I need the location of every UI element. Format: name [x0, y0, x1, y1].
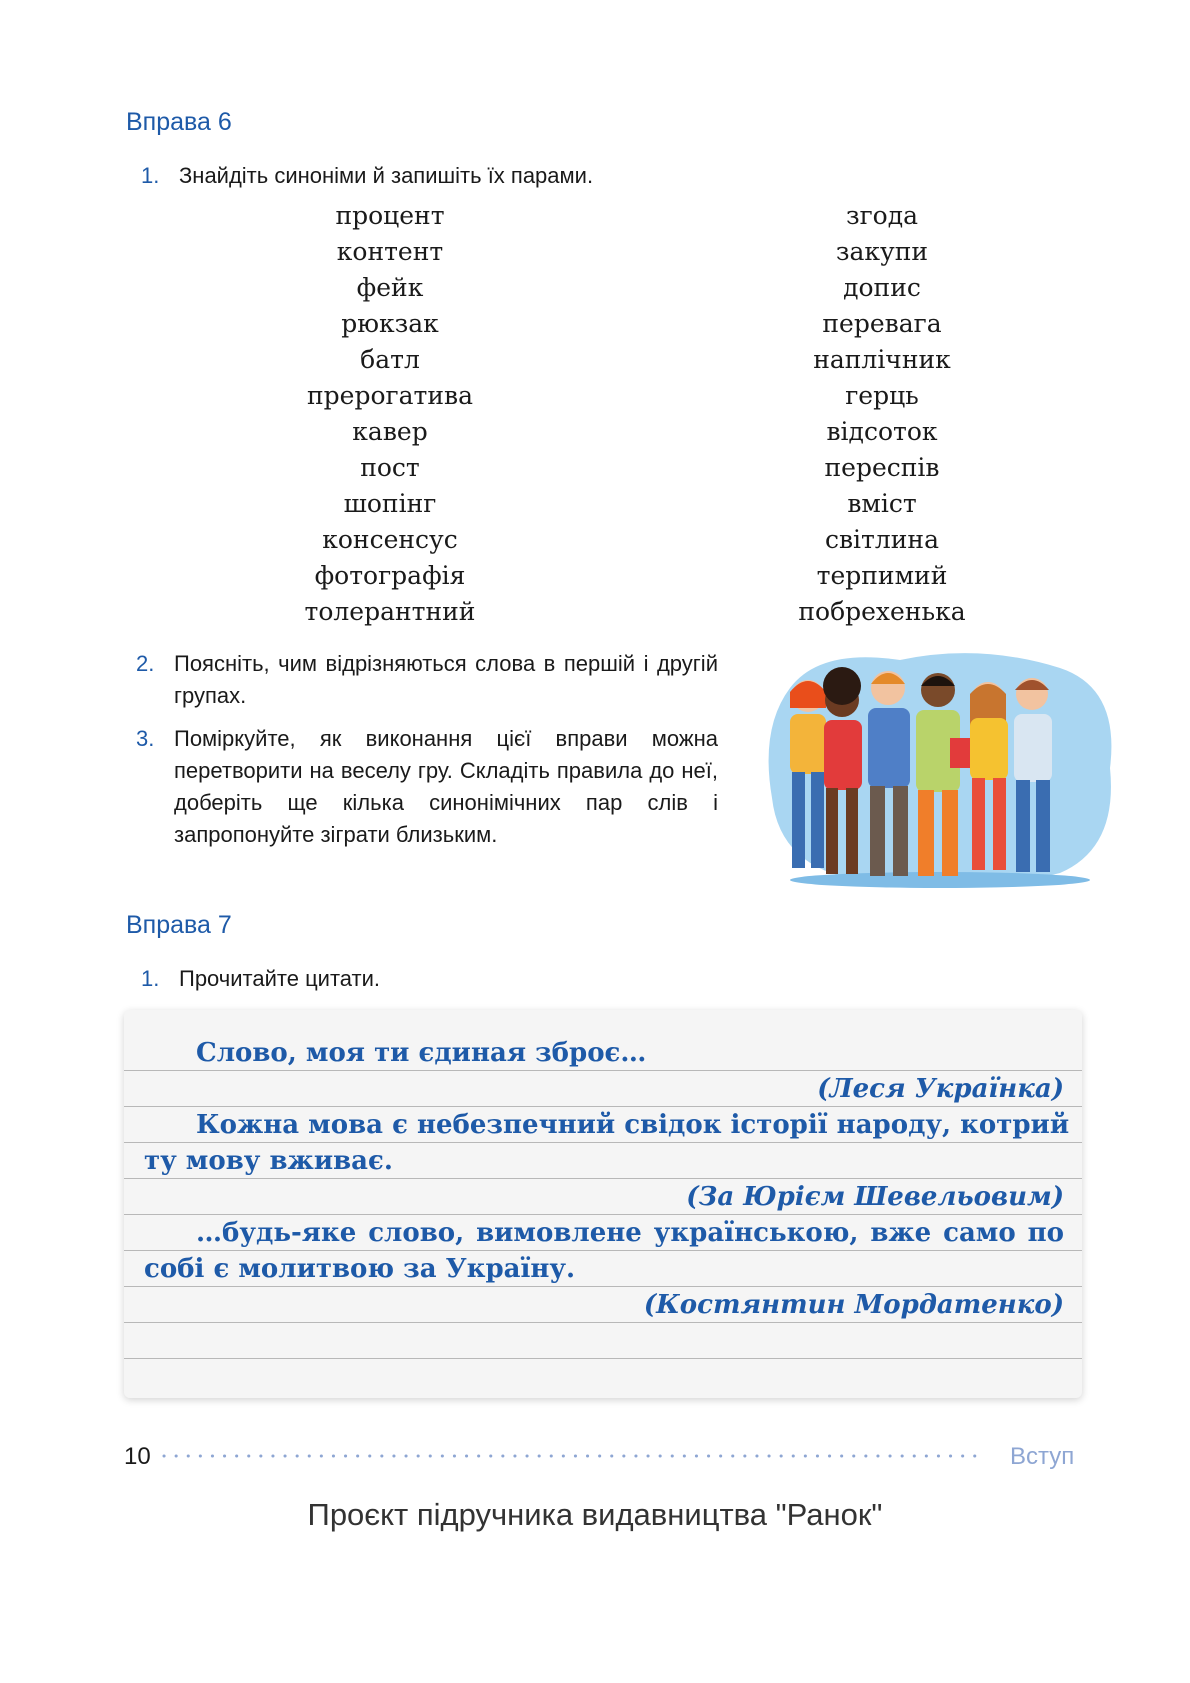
- word: вміст: [847, 489, 917, 518]
- word: згода: [845, 201, 919, 230]
- word: пост: [360, 453, 420, 482]
- word: контент: [336, 237, 444, 266]
- ruled-line: [124, 1358, 1082, 1359]
- quote-text: собі є молитвою за Україну.: [144, 1254, 576, 1284]
- quote-text: …будь-яке слово, вимовлене українською, вже само по: [196, 1218, 1064, 1248]
- word: прерогатива: [307, 381, 473, 410]
- group-of-teenagers-illustration: [760, 648, 1120, 893]
- task-text: Поміркуйте, як виконання цієї вправи можна перетворити на веселу гру. Складіть правила до неї, доберіть ще кілька синонімічних пар слів і запропонуйте зіграти близьким.: [174, 726, 718, 847]
- word: перевага: [822, 309, 942, 338]
- section-name: Вступ: [1010, 1443, 1075, 1470]
- quote-text: Кожна мова є небезпечний свідок історії народу, котрий: [196, 1110, 1070, 1140]
- word: світлина: [824, 525, 939, 554]
- word: допис: [843, 273, 921, 302]
- task-number: 3.: [136, 726, 155, 751]
- exercise-6-task-2: [136, 648, 718, 712]
- left-word-column: [230, 198, 550, 630]
- quote-author: (Костянтин Мордатенко): [643, 1290, 1064, 1320]
- task-number: 1.: [141, 966, 160, 991]
- exercise-6-heading: Вправа 6: [126, 108, 232, 136]
- word: шопінг: [343, 489, 437, 518]
- dotted-leader: [160, 1452, 988, 1460]
- quote-author: (Леся Українка): [817, 1074, 1064, 1104]
- word: побрехенька: [798, 597, 966, 626]
- exercise-6-task-1: [141, 160, 593, 192]
- right-word-column: [722, 198, 1042, 630]
- quote-text: Слово, моя ти єдиная зброє…: [196, 1038, 647, 1068]
- word: кавер: [352, 417, 428, 446]
- quote-author: (За Юрієм Шевельовим): [686, 1182, 1064, 1212]
- task-number: 2.: [136, 651, 155, 676]
- word: консенсус: [322, 525, 458, 554]
- word: герць: [845, 381, 919, 410]
- word: процент: [335, 201, 445, 230]
- page-number: 10: [124, 1443, 151, 1470]
- word: відсоток: [826, 417, 938, 446]
- word: рюкзак: [341, 309, 439, 338]
- word: переспів: [824, 453, 940, 482]
- task-text: Знайдіть синоніми й запишіть їх парами.: [179, 163, 594, 188]
- word: фотографія: [314, 561, 466, 590]
- word: наплічник: [813, 345, 951, 374]
- word: закупи: [835, 237, 929, 266]
- task-number: 1.: [141, 163, 160, 188]
- exercise-7-heading: Вправа 7: [126, 911, 232, 939]
- exercise-7-task-1: [141, 963, 380, 995]
- exercise-6-task-3: [136, 723, 718, 851]
- task-text: Прочитайте цитати.: [179, 966, 381, 991]
- word: толерантний: [304, 597, 476, 626]
- word: батл: [360, 345, 420, 374]
- word: фейк: [356, 273, 424, 302]
- publisher-note: Проєкт підручника видавництва "Ранок": [307, 1497, 883, 1532]
- quote-text: ту мову вживає.: [144, 1146, 393, 1176]
- quotes-card: [124, 1010, 1082, 1398]
- task-text: Поясніть, чим відрізняються слова в першій і другій групах.: [174, 651, 718, 708]
- word: терпимий: [816, 561, 948, 590]
